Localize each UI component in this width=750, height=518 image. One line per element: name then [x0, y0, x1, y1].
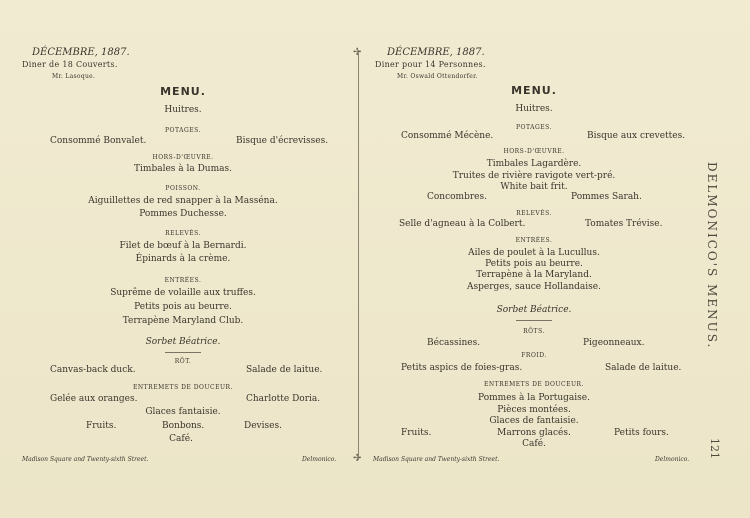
right-hors-1: Timbales Lagardère.	[486, 159, 582, 169]
left-releve-2: Épinards à la crème.	[135, 254, 231, 264]
right-footer-delmonico: Delmonico.	[655, 456, 690, 463]
right-sorbet: Sorbet Béatrice.	[496, 305, 572, 315]
left-entrees-heading: ENTRÉES.	[164, 277, 202, 284]
left-entree-2: Petits pois au beurre.	[134, 302, 232, 312]
right-dessert-2: Marrons glacés.	[497, 428, 571, 438]
left-cafe: Café.	[169, 434, 193, 444]
left-menu	[0, 0, 352, 518]
right-entree-3: Terrapène à la Maryland.	[476, 270, 592, 280]
right-menu-title: MENU.	[511, 84, 557, 97]
right-host: Mr. Oswald Ottendorfer.	[397, 73, 478, 80]
left-date: DÉCEMBRE, 1887.	[32, 47, 130, 58]
left-hors-1: Timbales à la Dumas.	[134, 164, 232, 174]
right-entree-1: Ailes de poulet à la Lucullus.	[468, 248, 600, 258]
left-poisson-1: Aiguillettes de red snapper à la Masséna.	[88, 196, 278, 206]
left-host: Mr. Lasoque.	[52, 73, 96, 80]
right-rot-1: Bécassines.	[427, 338, 481, 348]
right-hors-heading: HORS-D'ŒUVRE.	[503, 148, 565, 155]
right-releve-1: Selle d'agneau à la Colbert.	[399, 219, 526, 229]
left-entremets-2: Charlotte Doria.	[246, 394, 321, 404]
right-rot-2: Pigeonneaux.	[583, 338, 645, 348]
right-rots-heading: RÔTS.	[523, 328, 545, 335]
left-rot-1: Canvas-back duck.	[50, 365, 136, 375]
left-poisson-2: Pommes Duchesse.	[139, 209, 227, 219]
right-releve-2: Tomates Trévise.	[585, 219, 663, 229]
right-entremets-3: Glaces de fantaisie.	[489, 416, 579, 426]
left-hors-heading: HORS-D'ŒUVRE.	[152, 154, 214, 161]
left-menu-title: MENU.	[160, 85, 206, 98]
right-dessert-3: Petits fours.	[614, 428, 669, 438]
right-entremets-2: Pièces montées.	[497, 405, 571, 415]
left-footer-address: Madison Square and Twenty-sixth Street.	[22, 456, 149, 463]
right-entree-2: Petits pois au beurre.	[485, 259, 583, 269]
right-releves-heading: RELEVÉS.	[516, 210, 552, 217]
center-divider	[358, 50, 359, 460]
left-potage-1: Consommé Bonvalet.	[50, 136, 147, 146]
right-froid-2: Salade de laitue.	[605, 363, 682, 373]
right-footer-address: Madison Square and Twenty-sixth Street.	[373, 456, 500, 463]
right-entree-4: Asperges, sauce Hollandaise.	[467, 282, 601, 292]
right-sorbet-rule	[516, 320, 552, 321]
left-poisson-heading: POISSON.	[165, 185, 201, 192]
right-huitres: Huitres.	[515, 104, 553, 114]
left-sorbet: Sorbet Béatrice.	[145, 337, 221, 347]
left-footer-delmonico: Delmonico.	[302, 456, 337, 463]
left-rot-2: Salade de laitue.	[246, 365, 323, 375]
right-menu	[365, 0, 695, 518]
right-potages-heading: POTAGES.	[516, 124, 552, 131]
left-entree-1: Suprême de volaille aux truffes.	[110, 288, 256, 298]
left-releve-1: Filet de bœuf à la Bernardi.	[119, 241, 247, 251]
left-sorbet-rule	[165, 352, 201, 353]
book-spine-title: DELMONICO'S MENUS.	[705, 162, 719, 350]
right-cafe: Café.	[522, 439, 546, 449]
left-dessert-1: Fruits.	[86, 421, 117, 431]
cross-ornament-top: ✢	[353, 47, 362, 58]
right-dessert-1: Fruits.	[401, 428, 432, 438]
left-subtitle: Diner de 18 Couverts.	[22, 60, 118, 69]
left-entremets-1: Gelée aux oranges.	[50, 394, 138, 404]
right-potage-2: Bisque aux crevettes.	[587, 131, 686, 141]
right-entrees-heading: ENTRÉES.	[515, 237, 553, 244]
right-hors-2: Truites de rivière ravigote vert-pré.	[452, 171, 616, 181]
left-rot-heading: RÔT.	[174, 358, 192, 365]
left-entremets-3: Glaces fantaisie.	[145, 407, 221, 417]
left-entremets-heading: ENTREMETS DE DOUCEUR.	[133, 384, 233, 391]
cross-ornament-bottom: ✢	[353, 453, 362, 464]
left-releves-heading: RELEVÉS.	[165, 230, 201, 237]
right-entremets-1: Pommes à la Portugaise.	[478, 393, 590, 403]
right-froid-heading: FROID.	[521, 352, 547, 359]
right-hors-5: Pommes Sarah.	[571, 192, 642, 202]
right-hors-3: White bait frit.	[500, 182, 568, 192]
right-potage-1: Consommé Mécène.	[401, 131, 494, 141]
left-potage-2: Bisque d'écrevisses.	[236, 136, 329, 146]
left-potages-heading: POTAGES.	[165, 127, 201, 134]
left-entree-3: Terrapène Maryland Club.	[122, 316, 244, 326]
right-hors-4: Concombres.	[427, 192, 487, 202]
page-number: 121	[708, 438, 721, 459]
right-entremets-heading: ENTREMETS DE DOUCEUR.	[484, 381, 584, 388]
right-froid-1: Petits aspics de foies-gras.	[401, 363, 523, 373]
left-huitres: Huitres.	[164, 105, 202, 115]
left-dessert-2: Bonbons.	[162, 421, 205, 431]
left-dessert-3: Devises.	[244, 421, 282, 431]
right-subtitle: Diner pour 14 Personnes.	[375, 60, 486, 69]
right-date: DÉCEMBRE, 1887.	[387, 47, 485, 58]
